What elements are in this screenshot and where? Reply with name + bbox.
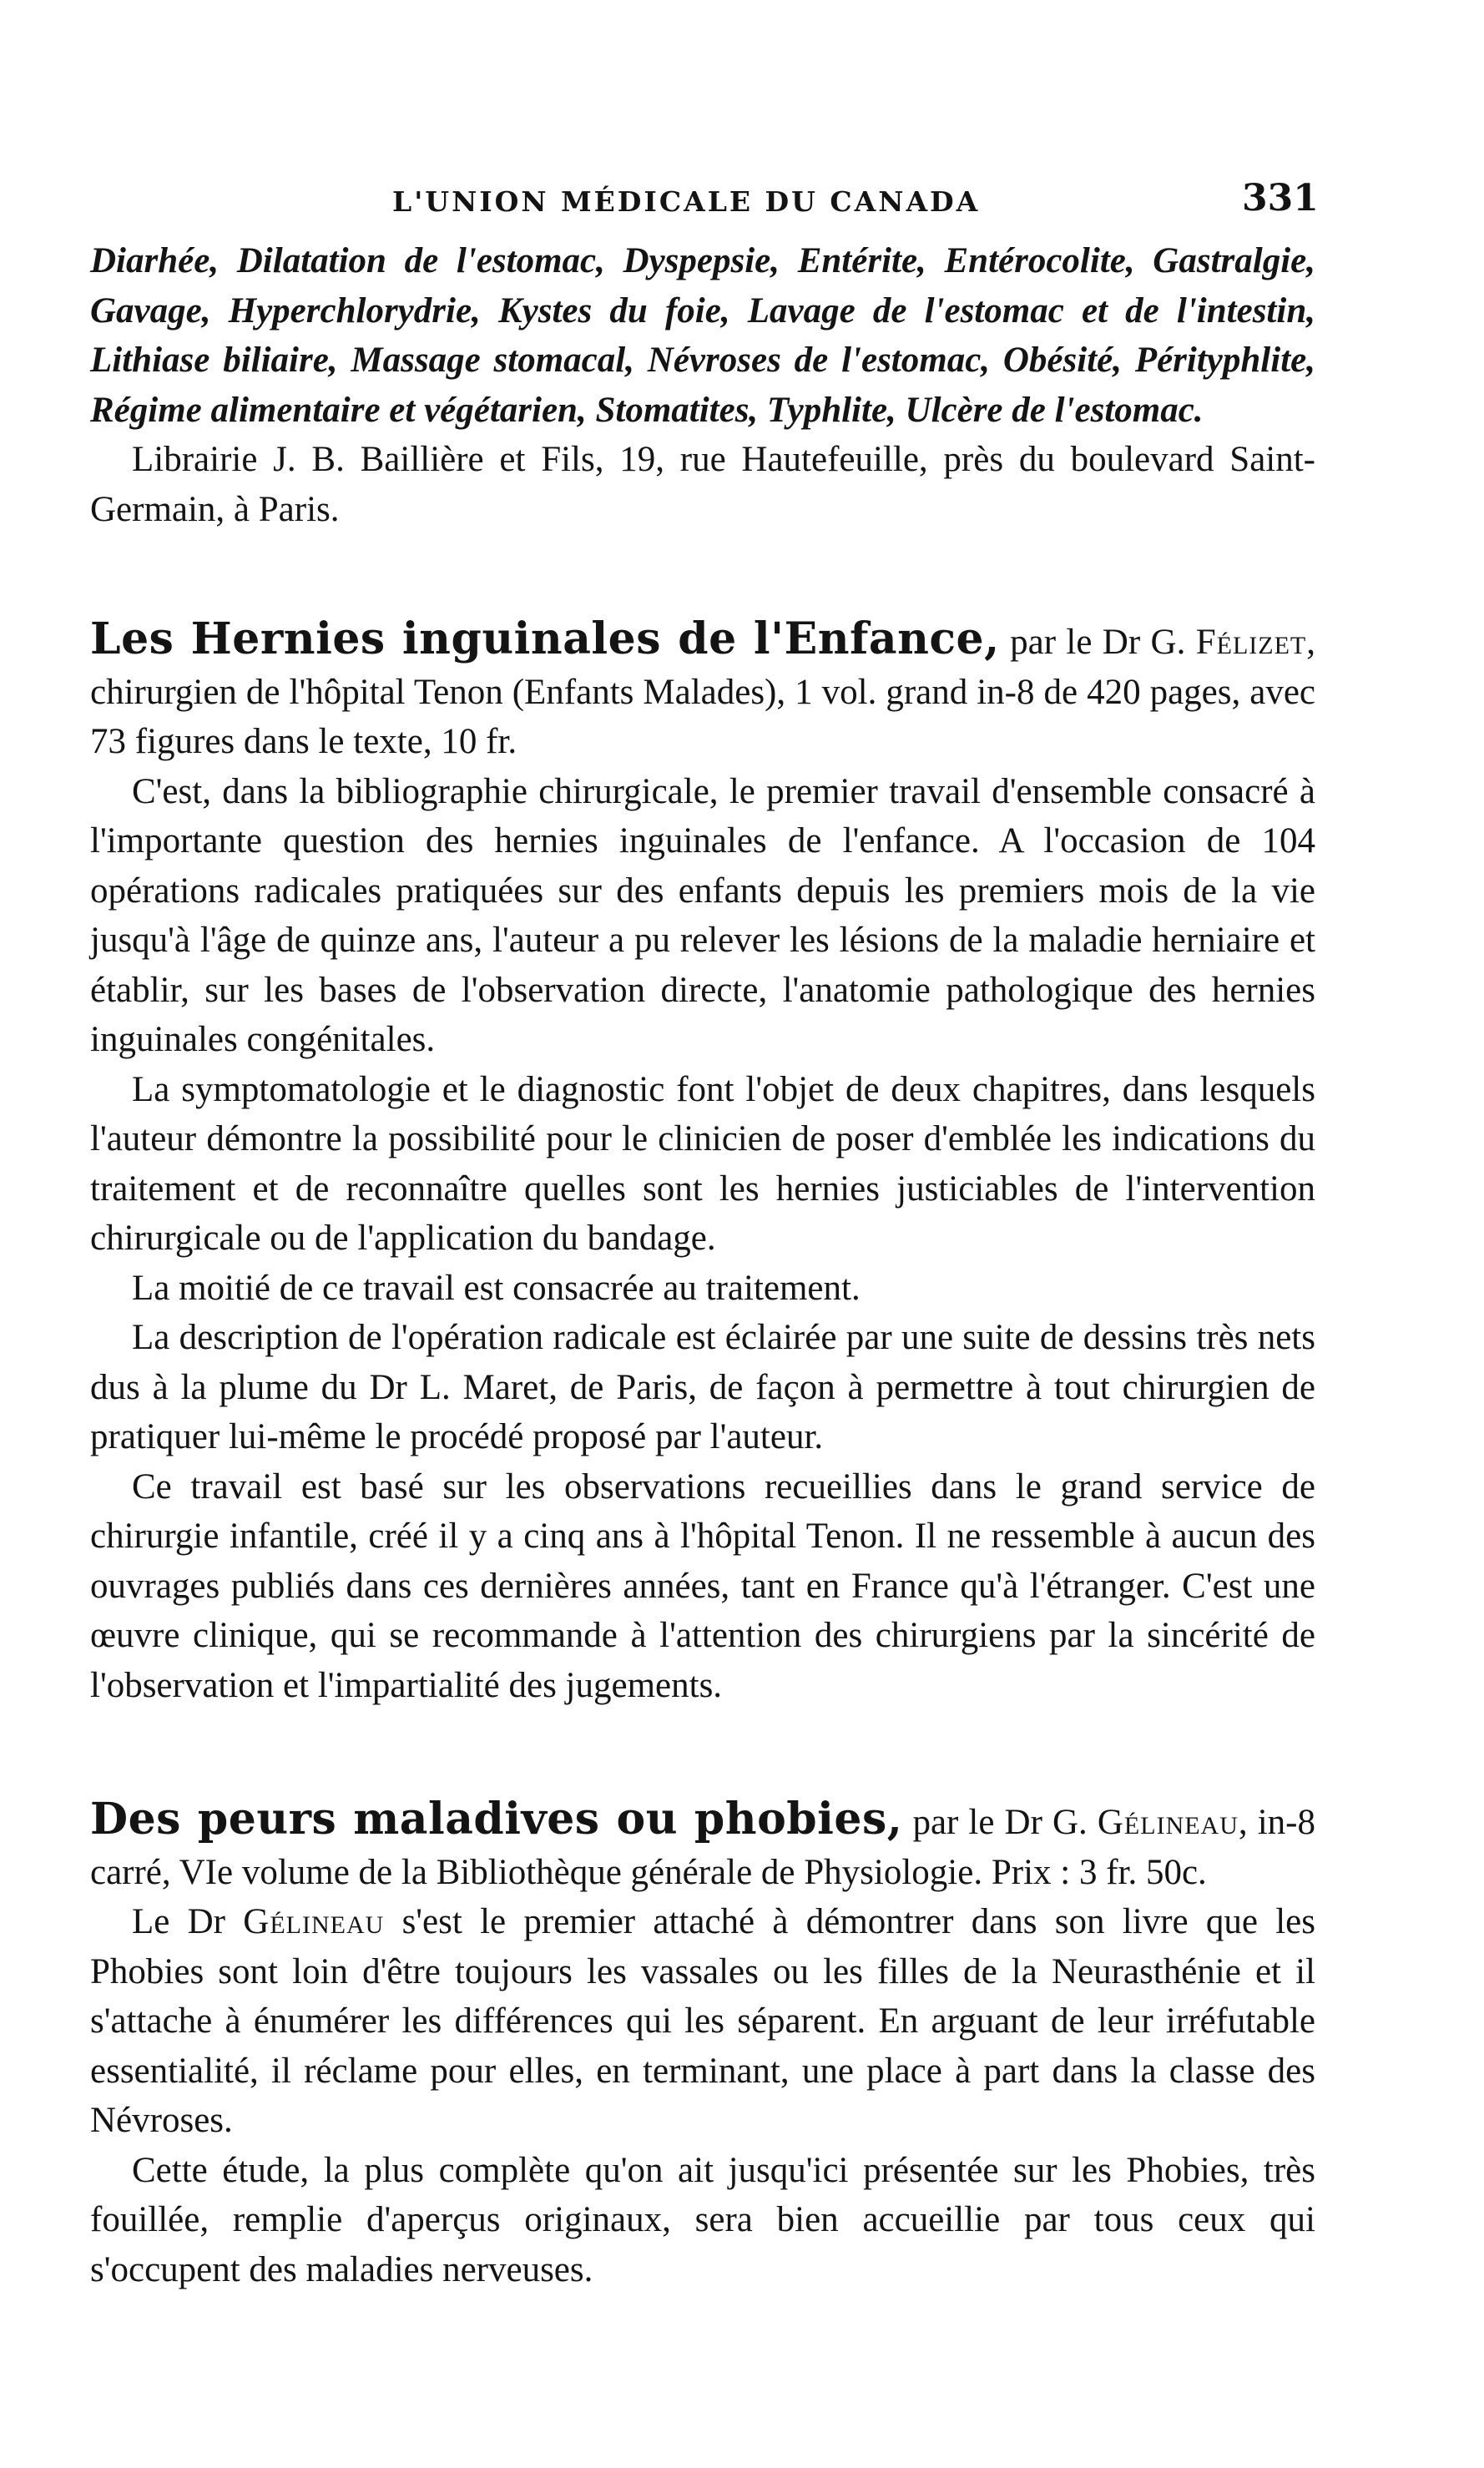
review-hernies-author: Félizet [1195,623,1307,662]
review-phobies-p1-author: Gélineau [243,1902,385,1941]
subject-list-section [90,236,1315,534]
review-phobies [90,1794,1315,2294]
review-hernies-byline-prefix: par le Dr G. [999,623,1196,662]
subject-list: Diarhée, Dilatation de l'estomac, Dyspepsie, Entérite, Entérocolite, Gastralgie, Gavage, Hyperchlorydrie, Kystes du foie, Lavage de l'estomac et de l'intestin, Lithiase biliaire, Massage stomacal, Névroses de l'estomac, Obésité, Pérityphlite, Régime alimentaire et végétarien, Stomatites, Typhlite, Ulcère de l'estomac. [90,241,1315,430]
publisher-line: Librairie J. B. Baillière et Fils, 19, rue Hautefeuille, près du boulevard Saint-Germain, à Paris. [90,440,1315,529]
review-phobies-paragraph-2: Cette étude, la plus complète qu'on ait jusqu'ici présentée sur les Phobies, très fouillée, remplie d'aperçus originaux, sera bien accueillie par tous ceux qui s'occupent des maladies nerveuses. [90,2150,1315,2289]
review-hernies-paragraph-4: La description de l'opération radicale est éclairée par une suite de dessins très nets dus à la plume du Dr L. Maret, de Paris, de façon à permettre à tout chirurgien de pratiquer lui-même le procédé proposé par l'auteur. [90,1318,1315,1456]
review-phobies-author: Gélineau [1097,1803,1239,1842]
review-hernies-title: Les Hernies inguinales de l'Enfance, [90,613,1000,664]
page-number: 331 [1242,177,1319,220]
review-phobies-byline-prefix: par le Dr G. [902,1803,1098,1842]
review-hernies-byline-rest: , chirurgien de l'hôpital Tenon (Enfants Malades), 1 vol. grand in-8 de 420 pages, avec 73 figures dans le texte, 10 fr. [90,623,1315,761]
review-phobies-p1-prefix: Le Dr [132,1902,244,1941]
review-hernies-paragraph-1: C'est, dans la bibliographie chirurgicale, le premier travail d'ensemble consacré à l'importante question des hernies inguinales de l'enfance. A l'occasion de 104 opérations radicales pratiquées sur des enfants depuis les premiers mois de la vie jusqu'à l'âge de quinze ans, l'auteur a pu relever les lésions de la maladie herniaire et établir, sur les bases de l'observation directe, l'anatomie pathologique des hernies inguinales congénitales. [90,771,1315,1059]
review-phobies-title: Des peurs maladives ou phobies, [90,1794,903,1845]
review-hernies-heading [90,614,1315,767]
review-phobies-heading [90,1794,1315,1897]
review-hernies-paragraph-3: La moitié de ce travail est consacrée au traitement. [132,1268,861,1308]
review-phobies-byline-rest: , in-8 carré, VIe volume de la Bibliothèque générale de Physiologie. Prix : 3 fr. 50c. [90,1803,1315,1892]
review-hernies-paragraph-5: Ce travail est basé sur les observations recueillies dans le grand service de chirurgie infantile, créé il y a cinq ans à l'hôpital Tenon. Il ne ressemble à aucun des ouvrages publiés dans ces dernières années, tant en France qu'à l'étranger. C'est une œuvre clinique, qui se recommande à l'attention des chirurgiens par la sincérité de l'observation et l'impartialité des jugements. [90,1466,1315,1705]
review-hernies-paragraph-2: La symptomatologie et le diagnostic font l'objet de deux chapitres, dans lesquels l'auteur démontre la possibilité pour le clinicien de poser d'emblée les indications du traitement et de reconnaître quelles sont les hernies justiciables de l'intervention chirurgicale ou de l'application du bandage. [90,1069,1315,1258]
review-phobies-paragraph-1 [90,1897,1315,2146]
review-hernies [90,614,1315,1710]
running-head: L'UNION MÉDICALE DU CANADA [392,185,981,218]
review-phobies-p1-rest: s'est le premier attaché à démontrer dans son livre que les Phobies sont loin d'être toujours les vassales ou les filles de la Neurasthénie et il s'attache à énumérer les différences qui les séparent. En arguant de leur irréfutable essentialité, il réclame pour elles, en terminant, une place à part dans la classe des Névroses. [90,1902,1315,2140]
